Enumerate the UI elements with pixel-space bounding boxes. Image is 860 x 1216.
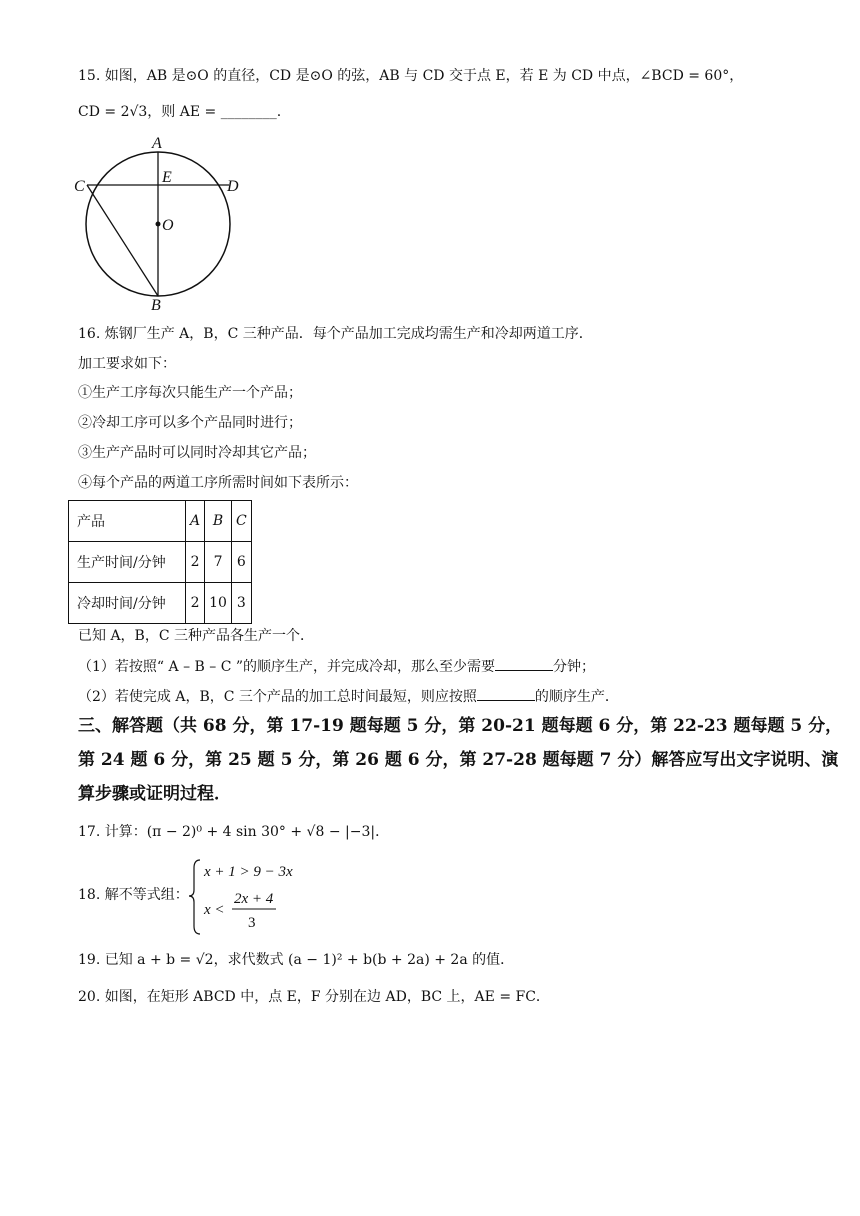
q17-prefix: 17. 计算： [78, 824, 147, 840]
q16-part2-text: （2）若使完成 A，B，C 三个产品的加工总时间最短，则应按照 [78, 689, 477, 705]
q16-req-title: 加工要求如下： [78, 356, 176, 372]
table-cell: 7 [205, 542, 232, 583]
table-cell: C [231, 501, 251, 542]
system-brace [189, 860, 200, 934]
table-cell: 生产时间/分钟 [69, 542, 186, 583]
table-cell: 6 [231, 542, 251, 583]
q16-req-1: ①生产工序每次只能生产一个产品； [78, 385, 302, 401]
fraction-numerator: 2x + 4 [234, 891, 274, 907]
table-row [69, 542, 252, 583]
inequality-1: x + 1 > 9 − 3x [204, 864, 293, 880]
answer-blank[interactable] [477, 686, 535, 701]
label-a: A [152, 135, 162, 152]
q17 [78, 822, 389, 842]
table-cell: 3 [231, 583, 251, 624]
answer-blank[interactable] [495, 656, 553, 671]
label-d: D [227, 178, 239, 195]
label-b: B [151, 297, 161, 312]
table-cell: B [205, 501, 232, 542]
section3-line3: 算步骤或证明过程． [78, 784, 231, 804]
fraction-denominator: 3 [248, 915, 256, 931]
q16-part2-suffix: 的顺序生产． [534, 689, 619, 705]
table-cell: A [186, 501, 205, 542]
q15-line2: CD = 2√3，则 AE = ________. [78, 104, 282, 120]
q16-part1-text: （1）若按照“ A – B – C ”的顺序生产，并完成冷却，那么至少需要 [78, 659, 496, 675]
center-point [156, 222, 161, 227]
q16-req-4: ④每个产品的两道工序所需时间如下表所示： [78, 475, 358, 491]
table-cell: 产品 [69, 501, 186, 542]
table-cell: 2 [186, 542, 205, 583]
inequality-2-left: x < [204, 902, 225, 918]
table-cell: 10 [205, 583, 232, 624]
label-o: O [162, 217, 174, 234]
q17-expression: (π − 2)⁰ + 4 sin 30° + √8 − |−3|． [146, 824, 390, 840]
q16-req-2: ②冷却工序可以多个产品同时进行； [78, 415, 302, 431]
q19: 19. 已知 a + b = √2，求代数式 (a − 1)² + b(b + 2a) + 2a 的值． [78, 952, 515, 968]
segment-cb [87, 185, 158, 296]
table-cell: 2 [186, 583, 205, 624]
section3-line2: 第 24 题 6 分，第 25 题 5 分，第 26 题 6 分，第 27-28 题每题 7 分）解答应写出文字说明、演 [78, 750, 839, 770]
label-e: E [162, 169, 172, 186]
q16-req-3: ③生产产品时可以同时冷却其它产品； [78, 445, 316, 461]
circle-diagram [70, 132, 270, 312]
table-cell: 冷却时间/分钟 [69, 583, 186, 624]
label-c: C [74, 178, 85, 195]
section3-line1: 三、解答题（共 68 分，第 17-19 题每题 5 分，第 20-21 题每题 6 分，第 22-23 题每题 5 分， [78, 716, 843, 736]
q16-known: 已知 A，B，C 三种产品各生产一个． [78, 628, 315, 644]
q16-part1 [78, 656, 595, 677]
q15-line1: 15. 如图，AB 是⊙O 的直径，CD 是⊙O 的弦，AB 与 CD 交于点 E，若 E 为 CD 中点，∠BCD = 60°， [78, 68, 744, 84]
q16-intro: 16. 炼钢厂生产 A，B，C 三种产品．每个产品加工完成均需生产和冷却两道工序． [78, 326, 593, 342]
q20: 20. 如图，在矩形 ABCD 中，点 E，F 分别在边 AD，BC 上，AE = FC． [78, 989, 550, 1005]
inequality-system [188, 856, 308, 936]
time-table [68, 500, 252, 624]
table-row [69, 501, 252, 542]
q16-part1-suffix: 分钟； [553, 659, 596, 675]
q16-part2 [78, 686, 619, 707]
table-row [69, 583, 252, 624]
q18-prefix: 18. 解不等式组： [78, 887, 189, 903]
